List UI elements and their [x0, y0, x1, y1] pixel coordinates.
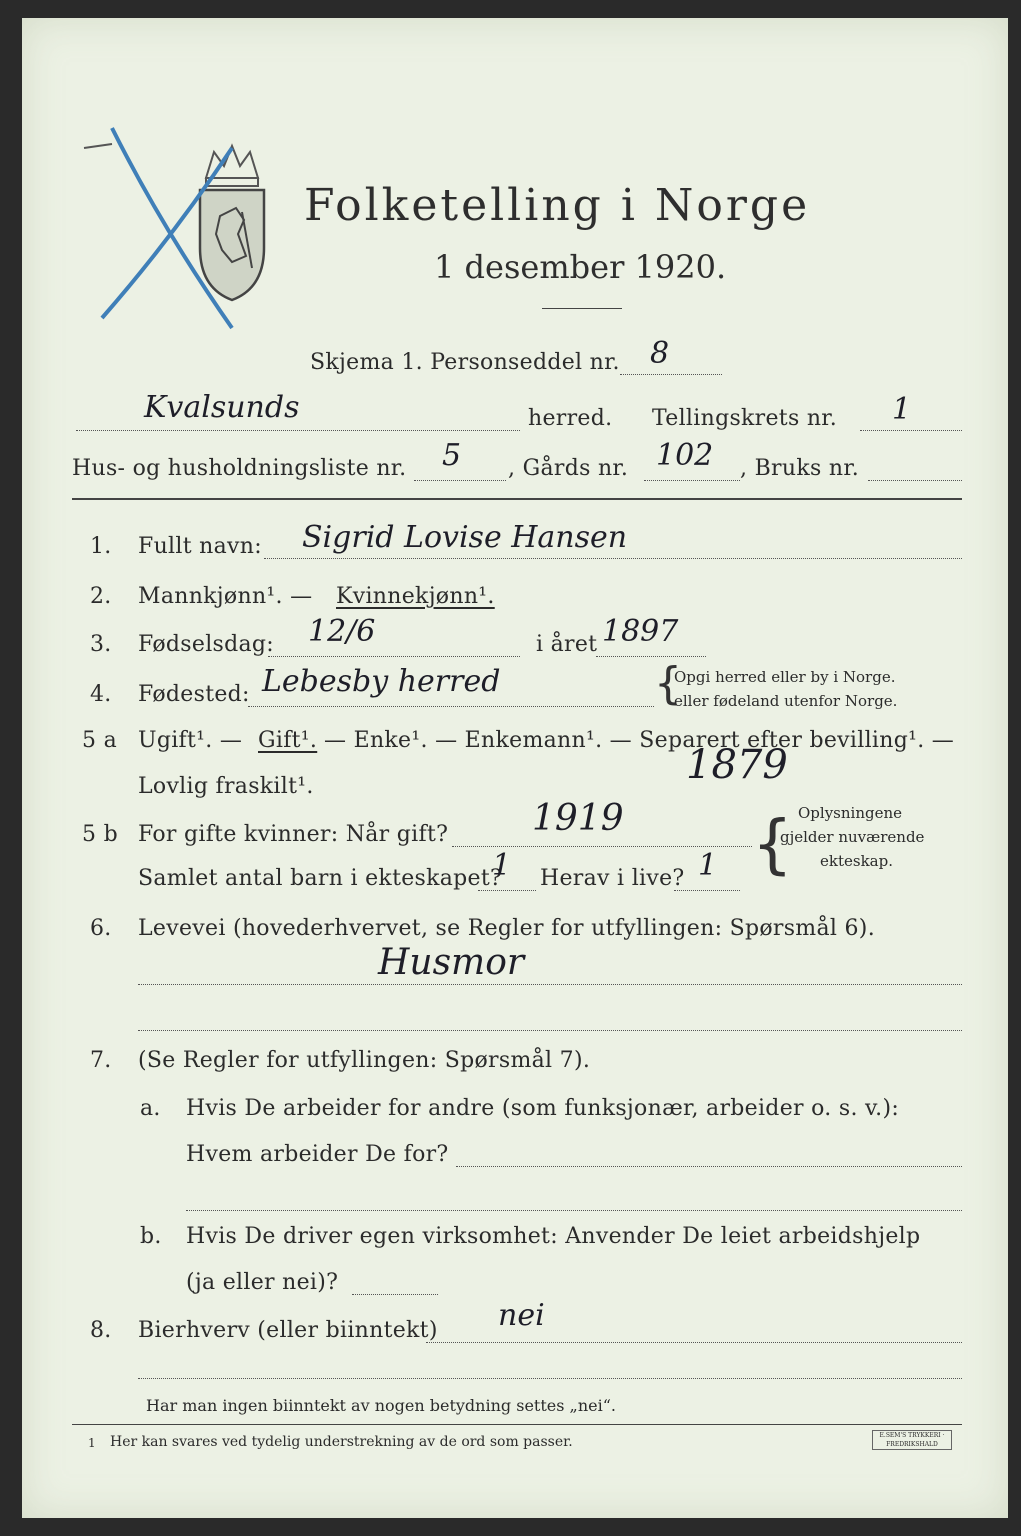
q8-label: Bierhverv (eller biinntekt): [138, 1318, 438, 1343]
q1-number: 1.: [90, 534, 112, 559]
q7a-field-line: [456, 1166, 962, 1167]
q8-number: 8.: [90, 1318, 112, 1343]
footnote-number: 1: [88, 1436, 96, 1450]
q6-occupation: Husmor: [378, 942, 525, 983]
herred-value: Kvalsunds: [144, 390, 300, 425]
tellingskrets-label: Tellingskrets nr.: [652, 406, 837, 431]
q5b-alive-label: Herav i live?: [540, 866, 685, 891]
q5b-marriage-year: 1919: [532, 798, 624, 839]
q5b-label: For gifte kvinner: Når gift?: [138, 822, 449, 847]
q6-number: 6.: [90, 916, 112, 941]
q4-note-2: eller fødeland utenfor Norge.: [674, 692, 898, 710]
herred-field-line: [76, 430, 520, 431]
gards-field-line: [644, 480, 740, 481]
q1-full-name: Sigrid Lovise Hansen: [302, 520, 628, 555]
hus-label: Hus- og husholdningsliste nr.: [72, 456, 407, 481]
bruks-field-line: [868, 480, 962, 481]
printer-stamp: E.SEM'S TRYKKERI · FREDRIKSHALD: [872, 1430, 952, 1450]
q5b-note-3: ekteskap.: [820, 852, 893, 870]
q5b-number: 5 b: [82, 822, 118, 847]
q2-female-underlined: Kvinnekjønn¹.: [336, 584, 495, 609]
q5a-number: 5 a: [82, 728, 118, 753]
gards-label: , Gårds nr.: [508, 456, 629, 481]
q5b-year-line: [452, 846, 752, 847]
hus-number: 5: [442, 438, 462, 473]
title-divider: [542, 308, 622, 309]
q1-field-line: [264, 558, 962, 559]
q3-year-label: i året: [536, 632, 598, 657]
tellingskrets-number: 1: [892, 392, 912, 427]
footer-separator: [72, 1424, 962, 1425]
q6-field-line-1: [138, 984, 962, 985]
q3-number: 3.: [90, 632, 112, 657]
q7-number: 7.: [90, 1048, 112, 1073]
blue-cross-mark: [82, 118, 262, 338]
q4-label: Fødested:: [138, 682, 250, 707]
q5a-other-options: — Enke¹. — Enkemann¹. — Separert efter bevilling¹. —: [324, 728, 955, 753]
schema-label: Skjema 1. Personseddel nr.: [310, 350, 620, 375]
q5b-note-1: Oplysningene: [798, 804, 903, 822]
bruks-label: , Bruks nr.: [740, 456, 860, 481]
census-form-sheet: [22, 18, 1008, 1518]
footnote-text: Her kan svares ved tydelig understrekning av de ord som passer.: [110, 1434, 573, 1450]
hus-field-line: [414, 480, 506, 481]
q7b-field-line: [352, 1294, 438, 1295]
q8-value: nei: [498, 1298, 545, 1333]
q7a-field-line-2: [186, 1210, 962, 1211]
q3-birth-year: 1897: [602, 614, 679, 649]
q7a-text: Hvis De arbeider for andre (som funksjonær, arbeider o. s. v.):: [186, 1096, 900, 1121]
q5a-gift-underlined: Gift¹.: [258, 728, 318, 753]
q4-brace: {: [654, 658, 682, 709]
q5b-alive-line: [674, 890, 740, 891]
header-separator: [72, 498, 962, 500]
footer-note: Har man ingen biinntekt av nogen betydning settes „nei“.: [146, 1396, 616, 1415]
form-date: 1 desember 1920.: [434, 248, 727, 286]
q4-number: 4.: [90, 682, 112, 707]
q5a-ugift: Ugift¹. —: [138, 728, 243, 753]
gards-number: 102: [656, 438, 714, 473]
q7b-question: (ja eller nei)?: [186, 1270, 339, 1295]
q6-label: Levevei (hovederhvervet, se Regler for utfyllingen: Spørsmål 6).: [138, 916, 875, 941]
q3-year-line: [596, 656, 706, 657]
q7a-question: Hvem arbeider De for?: [186, 1142, 449, 1167]
tellingskrets-field-line: [860, 430, 962, 431]
q5b-alive-count: 1: [698, 848, 718, 883]
q7a-letter: a.: [140, 1096, 161, 1121]
q7b-letter: b.: [140, 1224, 162, 1249]
q5b-note-2: gjelder nuværende: [780, 828, 925, 846]
q4-field-line: [248, 706, 654, 707]
q8-field-line-2: [138, 1378, 962, 1379]
q5b-children-line: [478, 890, 536, 891]
q7b-text: Hvis De driver egen virksomhet: Anvender De leiet arbeidshjelp: [186, 1224, 921, 1249]
q7-label: (Se Regler for utfyllingen: Spørsmål 7).: [138, 1048, 591, 1073]
form-title: Folketelling i Norge: [304, 180, 811, 231]
q5b-children-label: Samlet antal barn i ekteskapet?: [138, 866, 503, 891]
q3-birth-date: 12/6: [308, 614, 376, 649]
q8-field-line: [426, 1342, 962, 1343]
q5a-line2: Lovlig fraskilt¹.: [138, 774, 314, 799]
q2-number: 2.: [90, 584, 112, 609]
personseddel-number: 8: [650, 336, 670, 371]
q4-birthplace: Lebesby herred: [262, 664, 501, 699]
q4-note-1: Opgi herred eller by i Norge.: [674, 668, 896, 686]
q5a-annotation: 1879: [686, 742, 788, 788]
personseddel-field-line: [620, 374, 722, 375]
q3-label: Fødselsdag:: [138, 632, 275, 657]
q6-field-line-2: [138, 1030, 962, 1031]
herred-label: herred.: [528, 406, 613, 431]
q5b-children-count: 1: [492, 848, 512, 883]
q3-date-line: [268, 656, 520, 657]
q5b-brace: {: [752, 808, 793, 882]
q2-male: Mannkjønn¹. —: [138, 584, 313, 609]
q1-label: Fullt navn:: [138, 534, 262, 559]
